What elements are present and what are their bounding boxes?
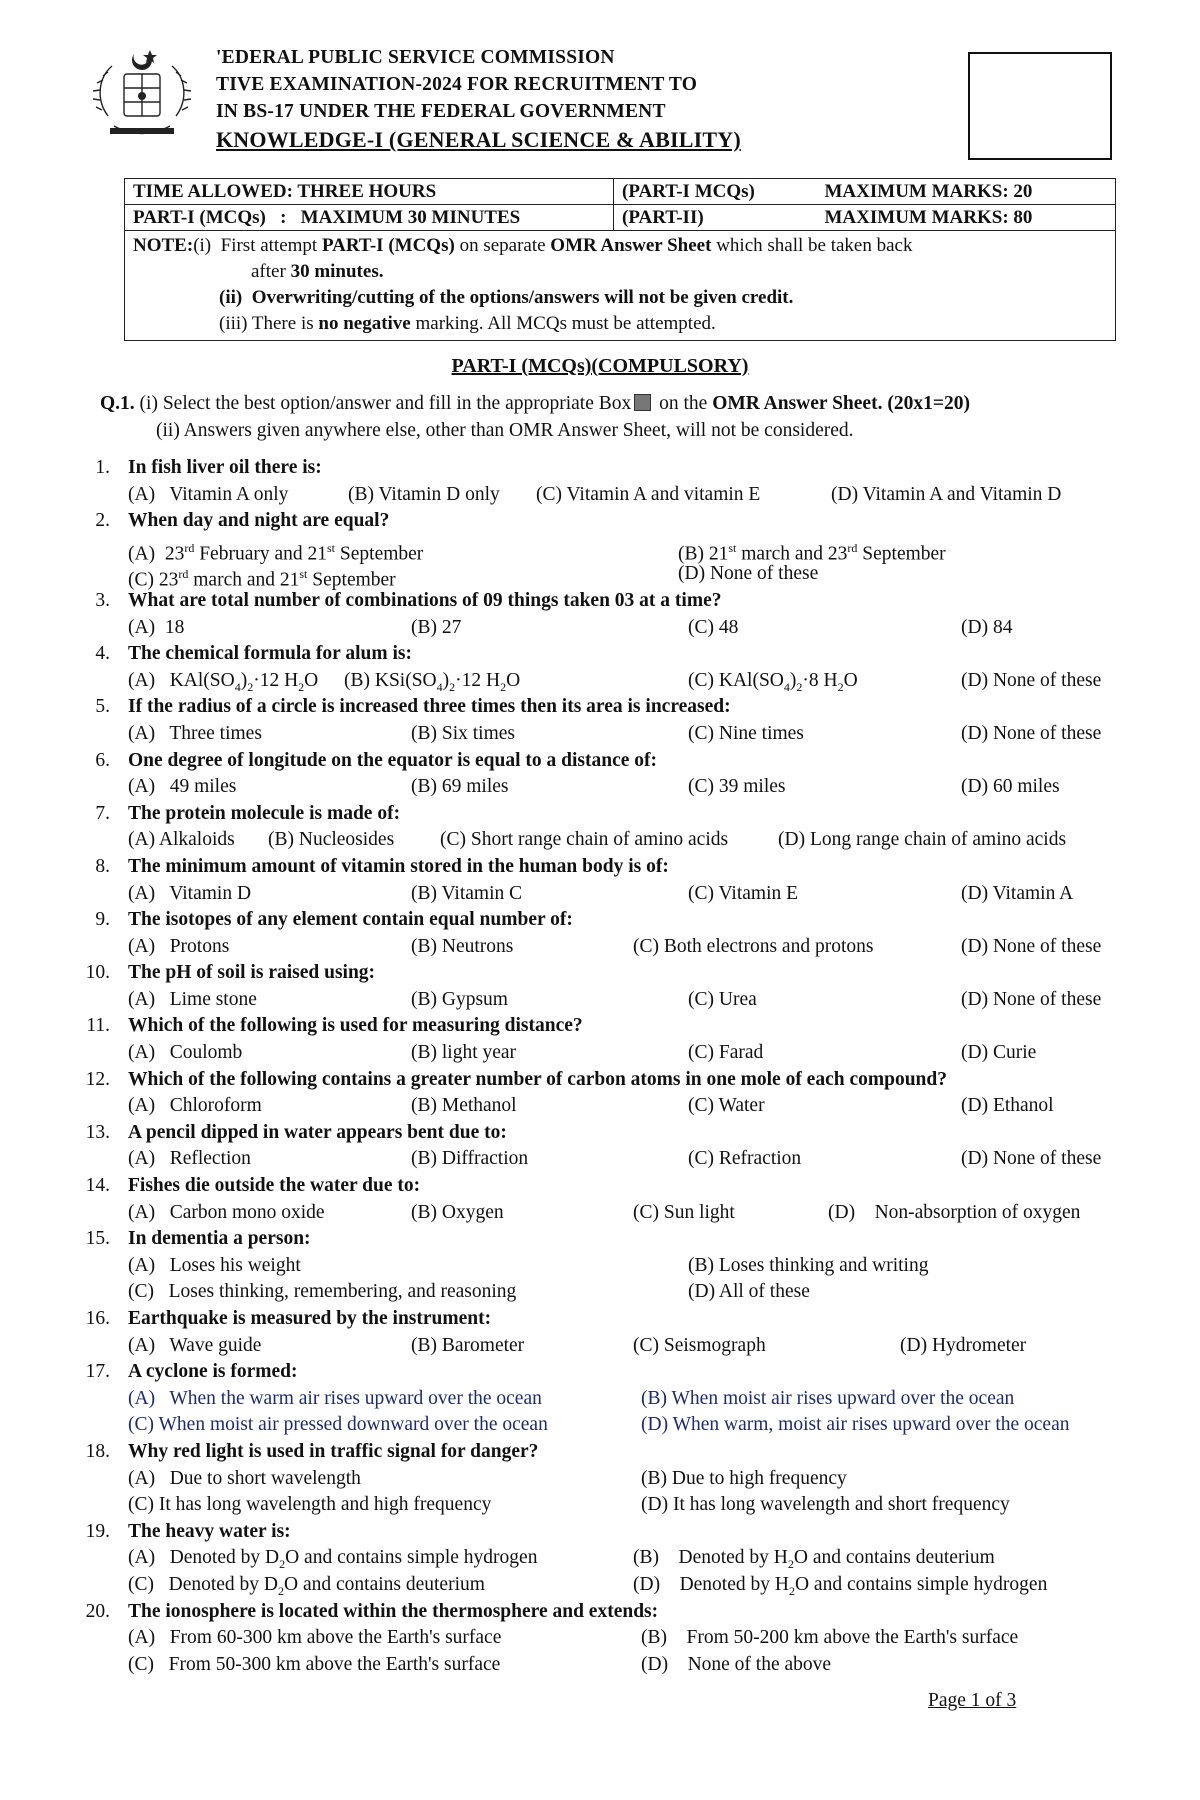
answer-option: (D) Hydrometer <box>900 1334 1027 1356</box>
government-emblem-icon <box>88 42 196 150</box>
question-item <box>70 854 1150 907</box>
answer-option: (C) $KAl(SO_4)_2\cdot 8$ $H_2O$ <box>688 669 858 694</box>
answer-option: (B) Six times <box>411 722 516 744</box>
option-row <box>128 1093 1150 1120</box>
answer-option: (B) light year <box>411 1042 517 1064</box>
option-row <box>128 1652 1150 1679</box>
question-text: If the radius of a circle is increased three times then its area is increased: <box>128 696 731 718</box>
question-number: 16. <box>85 1308 110 1329</box>
question-number: 7. <box>95 802 110 824</box>
answer-option: (D) None of these <box>961 669 1102 691</box>
question-item <box>70 1519 1150 1599</box>
question-number: 17. <box>85 1361 110 1383</box>
answer-option: (A) Protons <box>128 935 230 957</box>
answer-option: (A) Three times <box>128 722 262 744</box>
option-row <box>128 1625 1150 1652</box>
answer-option: (B) Denoted by $H_2O$ and contains deuterium <box>633 1547 995 1572</box>
answer-option: (D) Vitamin A <box>961 882 1074 904</box>
time-allowed: TIME ALLOWED: THREE HOURS <box>125 179 614 205</box>
answer-option: (A) Vitamin A only <box>128 483 289 505</box>
option-row <box>128 1146 1150 1173</box>
question-item <box>70 694 1150 747</box>
option-row <box>128 1572 1150 1599</box>
answer-option: (C) Farad <box>688 1042 764 1064</box>
answer-option: (B) 27 <box>411 616 462 638</box>
question-text: One degree of longitude on the equator is equal to a distance of: <box>128 749 658 771</box>
part2-label: (PART-II) <box>622 206 704 228</box>
answer-option: (A) Due to short wavelength <box>128 1467 361 1489</box>
question-text: Earthquake is measured by the instrument: <box>128 1308 492 1329</box>
answer-option: (A) When the warm air rises upward over the ocean <box>128 1387 542 1409</box>
answer-option: (B) Neutrons <box>411 935 514 957</box>
answer-option: (B) $KSi(SO_4)_2\cdot 12$ $H_2O$ <box>344 669 521 694</box>
answer-option: (C) It has long wavelength and high frequency <box>128 1494 492 1516</box>
option-row <box>128 934 1150 961</box>
question-item <box>70 1226 1150 1306</box>
answer-option: (A) Lime stone <box>128 988 257 1010</box>
part1-time-limit: PART-I (MCQs) : MAXIMUM 30 MINUTES <box>125 205 614 231</box>
question-item <box>70 1067 1150 1120</box>
answer-option: (C) Nine times <box>688 722 804 744</box>
note-1-part: PART-I (MCQs) <box>321 235 455 256</box>
instructions-note <box>125 231 1116 341</box>
option-row <box>128 1466 1150 1493</box>
answer-option: (B) Vitamin C <box>411 882 523 904</box>
answer-option: (A) From 60-300 km above the Earth's surface <box>128 1627 502 1649</box>
answer-option: (D) Ethanol <box>961 1095 1054 1117</box>
header-line-1: 'EDERAL PUBLIC SERVICE COMMISSION <box>216 47 615 68</box>
answer-option: (A) Loses his weight <box>128 1254 301 1276</box>
option-row <box>128 1279 1150 1306</box>
answer-option: (D) None of these <box>961 935 1102 957</box>
answer-option: (D) It has long wavelength and short frequency <box>641 1494 1010 1516</box>
q1-label: Q.1. <box>100 393 135 414</box>
answer-option: (B) Nucleosides <box>268 829 395 851</box>
question-number: 14. <box>85 1175 110 1197</box>
question-number: 1. <box>95 457 110 478</box>
option-row <box>128 1200 1150 1227</box>
option-row <box>128 1333 1150 1360</box>
answer-option: (A) 18 <box>128 616 185 638</box>
q1-text-2: on the <box>654 393 713 414</box>
answer-option: (D) None of these <box>961 1148 1102 1170</box>
answer-option: (A) Chloroform <box>128 1095 262 1117</box>
question-item <box>70 801 1150 854</box>
question-text: In dementia a person: <box>128 1228 311 1250</box>
option-row <box>128 561 1150 591</box>
answer-option: (A) Wave guide <box>128 1334 262 1356</box>
question-text: The protein molecule is made of: <box>128 802 401 824</box>
q1-omr: OMR Answer Sheet. <box>712 393 883 414</box>
marks-part2 <box>614 205 1116 231</box>
question-item <box>70 1013 1150 1066</box>
answer-option: (A) Coulomb <box>128 1042 243 1064</box>
answer-option: (D) Denoted by $H_2O$ and contains simple hydrogen <box>633 1573 1048 1598</box>
question-number: 12. <box>85 1068 110 1090</box>
option-row <box>128 987 1150 1014</box>
question-item <box>70 960 1150 1013</box>
answer-option: (B) Due to high frequency <box>641 1467 847 1489</box>
answer-option: (C) Short range chain of amino acids <box>440 829 729 851</box>
answer-option: (D) Curie <box>961 1042 1037 1064</box>
question-number: 15. <box>85 1228 110 1250</box>
option-row <box>128 535 1150 565</box>
question-item <box>70 1173 1150 1226</box>
question-number: 4. <box>95 643 110 665</box>
question-text: The ionosphere is located within the thermosphere and extends: <box>128 1600 659 1622</box>
option-row <box>128 1253 1150 1280</box>
q1-line-2: (ii) Answers given anywhere else, other than OMR Answer Sheet, will not be considered. <box>156 420 854 441</box>
note-1-text-2: on separate <box>454 235 551 256</box>
question-number: 5. <box>95 696 110 718</box>
question-item <box>70 1306 1150 1359</box>
answer-option: (B) When moist air rises upward over the ocean <box>641 1387 1015 1409</box>
question-text: The pH of soil is raised using: <box>128 962 376 984</box>
question-item <box>70 1439 1150 1519</box>
option-row <box>128 668 1150 695</box>
note-3-text-2: marking. All MCQs must be attempted. <box>410 313 716 334</box>
answer-option: (B) 69 miles <box>411 776 509 798</box>
answer-option: (D) 84 <box>961 616 1013 638</box>
answer-option: (B) Vitamin D only <box>348 483 500 505</box>
question-number: 10. <box>85 962 110 984</box>
answer-option: (C) 39 miles <box>688 776 786 798</box>
answer-option: (D) Vitamin A and Vitamin D <box>831 483 1062 505</box>
note-1-text-3: which shall be taken back <box>711 235 913 256</box>
answer-option: (C) 48 <box>688 616 739 638</box>
question-number: 6. <box>95 749 110 771</box>
part2-max-marks: MAXIMUM MARKS: 80 <box>824 206 1033 228</box>
answer-option: (C) From 50-300 km above the Earth's surface <box>128 1653 501 1675</box>
roll-number-box <box>968 52 1112 160</box>
question-item <box>70 907 1150 960</box>
question-number: 11. <box>86 1015 110 1037</box>
answer-option: (C) Sun light <box>633 1201 735 1223</box>
answer-option: (D) All of these <box>688 1281 810 1303</box>
question-text: A pencil dipped in water appears bent due to: <box>128 1121 507 1143</box>
note-2: (ii) Overwriting/cutting of the options/answers will not be given credit. <box>219 287 794 308</box>
answer-option: (B) Methanol <box>411 1095 517 1117</box>
omr-box-icon <box>634 394 651 411</box>
answer-option: (A) 23rd February and 21st September <box>128 540 424 565</box>
answer-option: (B) Diffraction <box>411 1148 529 1170</box>
paper-title: KNOWLEDGE-I (GENERAL SCIENCE & ABILITY) <box>216 127 741 152</box>
answer-option: (C) Both electrons and protons <box>633 935 874 957</box>
option-row <box>128 615 1150 642</box>
question-item <box>70 1120 1150 1173</box>
answer-option: (B) From 50-200 km above the Earth's surface <box>641 1627 1019 1649</box>
answer-option: (A) 49 miles <box>128 776 237 798</box>
answer-option: (D) When warm, moist air rises upward over the ocean <box>641 1414 1070 1436</box>
answer-option: (A) Alkaloids <box>128 829 235 851</box>
header-line-2: TIVE EXAMINATION-2024 FOR RECRUITMENT TO <box>216 74 698 95</box>
note-3-bold: no negative <box>318 313 411 334</box>
answer-option: (C) Vitamin E <box>688 882 799 904</box>
option-row <box>128 1545 1150 1572</box>
answer-option: (C) 23rd march and 21st September <box>128 567 396 591</box>
option-row <box>128 774 1150 801</box>
answer-option: (C) Vitamin A and vitamin E <box>536 483 761 505</box>
question-text: Which of the following contains a greater number of carbon atoms in one mole of each compound? <box>128 1068 947 1090</box>
answer-option: (D) Long range chain of amino acids <box>778 829 1067 851</box>
answer-option: (A) Denoted by $D_2O$ and contains simple hydrogen <box>128 1547 538 1572</box>
note-1-text-4: after <box>251 261 291 282</box>
exam-info-table <box>124 178 1116 341</box>
question-text: The minimum amount of vitamin stored in the human body is of: <box>128 855 669 877</box>
answer-option: (C) Loses thinking, remembering, and reasoning <box>128 1281 517 1303</box>
answer-option: (A) $KAl(SO_4)_2\cdot 12$ $H_2O$ <box>128 669 319 694</box>
question-item <box>70 1599 1150 1679</box>
answer-option: (B) Oxygen <box>411 1201 504 1223</box>
question-text: The chemical formula for alum is: <box>128 643 412 665</box>
page-number: Page 1 of 3 <box>928 1690 1017 1711</box>
question-text: What are total number of combinations of 09 things taken 03 at a time? <box>128 589 722 611</box>
note-1-omr: OMR Answer Sheet <box>550 235 712 256</box>
part-title: PART-I (MCQs)(COMPULSORY) <box>451 355 749 377</box>
note-label: NOTE: <box>133 235 194 256</box>
q1-text: (i) Select the best option/answer and fill in the appropriate Box <box>134 393 632 414</box>
question-number: 18. <box>85 1440 110 1462</box>
answer-option: (C) Seismograph <box>633 1334 766 1356</box>
question-number: 20. <box>85 1600 110 1622</box>
note-1-duration: 30 minutes. <box>290 261 384 282</box>
question-text: When day and night are equal? <box>128 510 390 532</box>
question-item <box>70 508 1150 591</box>
question-text: Fishes die outside the water due to: <box>128 1175 421 1197</box>
answer-option: (D) None of the above <box>641 1653 832 1675</box>
answer-option: (C) Denoted by $D_2O$ and contains deuterium <box>128 1573 485 1598</box>
header-line-3: IN BS-17 UNDER THE FEDERAL GOVERNMENT <box>216 101 666 122</box>
option-row <box>128 1412 1150 1439</box>
q1-marks: (20x1=20) <box>882 393 970 414</box>
question-number: 8. <box>95 855 110 877</box>
answer-option: (D) 60 miles <box>961 776 1060 798</box>
question-text: The heavy water is: <box>128 1520 291 1542</box>
answer-option: (C) When moist air pressed downward over the ocean <box>128 1414 548 1436</box>
exam-header <box>88 42 1128 162</box>
question-number: 3. <box>95 589 110 611</box>
note-1-text: (i) First attempt <box>193 235 322 256</box>
marks-part1 <box>614 179 1116 205</box>
answer-option: (A) Vitamin D <box>128 882 252 904</box>
question-text: The isotopes of any element contain equal number of: <box>128 909 573 931</box>
option-row <box>128 881 1150 908</box>
part1-max-marks: MAXIMUM MARKS: 20 <box>824 180 1033 202</box>
q1-instructions <box>100 390 1140 444</box>
answer-option: (B) Loses thinking and writing <box>688 1254 929 1276</box>
option-row <box>128 1040 1150 1067</box>
answer-option: (C) Water <box>688 1095 765 1117</box>
answer-option: (B) 21st march and 23rd September <box>678 540 946 565</box>
option-row <box>128 1492 1150 1519</box>
part1-mcq-label: (PART-I MCQs) <box>622 180 755 202</box>
question-item <box>70 455 1150 508</box>
question-item <box>70 1359 1150 1439</box>
question-item <box>70 748 1150 801</box>
answer-option: (A) Reflection <box>128 1148 251 1170</box>
answer-option: (A) Carbon mono oxide <box>128 1201 325 1223</box>
question-item <box>70 588 1150 641</box>
question-number: 2. <box>95 510 110 532</box>
header-text <box>216 44 741 153</box>
note-3-text: (iii) There is <box>219 313 319 334</box>
question-number: 19. <box>85 1520 110 1542</box>
answer-option: (B) Barometer <box>411 1334 525 1356</box>
option-row <box>128 721 1150 748</box>
answer-option: (D) None of these <box>961 988 1102 1010</box>
question-text: In fish liver oil there is: <box>128 457 322 478</box>
answer-option: (D) Non-absorption of oxygen <box>828 1201 1081 1223</box>
answer-option: (B) Gypsum <box>411 988 508 1010</box>
option-row <box>128 482 1150 509</box>
question-list <box>70 455 1150 1678</box>
question-number: 13. <box>85 1121 110 1143</box>
question-number: 9. <box>95 909 110 931</box>
question-item <box>70 641 1150 694</box>
answer-option: (C) Urea <box>688 988 757 1010</box>
option-row <box>128 827 1150 854</box>
answer-option: (C) Refraction <box>688 1148 802 1170</box>
option-row <box>128 1386 1150 1413</box>
question-text: A cyclone is formed: <box>128 1361 298 1383</box>
answer-option: (D) None of these <box>961 722 1102 744</box>
answer-option: (D) None of these <box>678 563 819 585</box>
question-text: Why red light is used in traffic signal for danger? <box>128 1440 539 1462</box>
question-text: Which of the following is used for measuring distance? <box>128 1015 583 1037</box>
